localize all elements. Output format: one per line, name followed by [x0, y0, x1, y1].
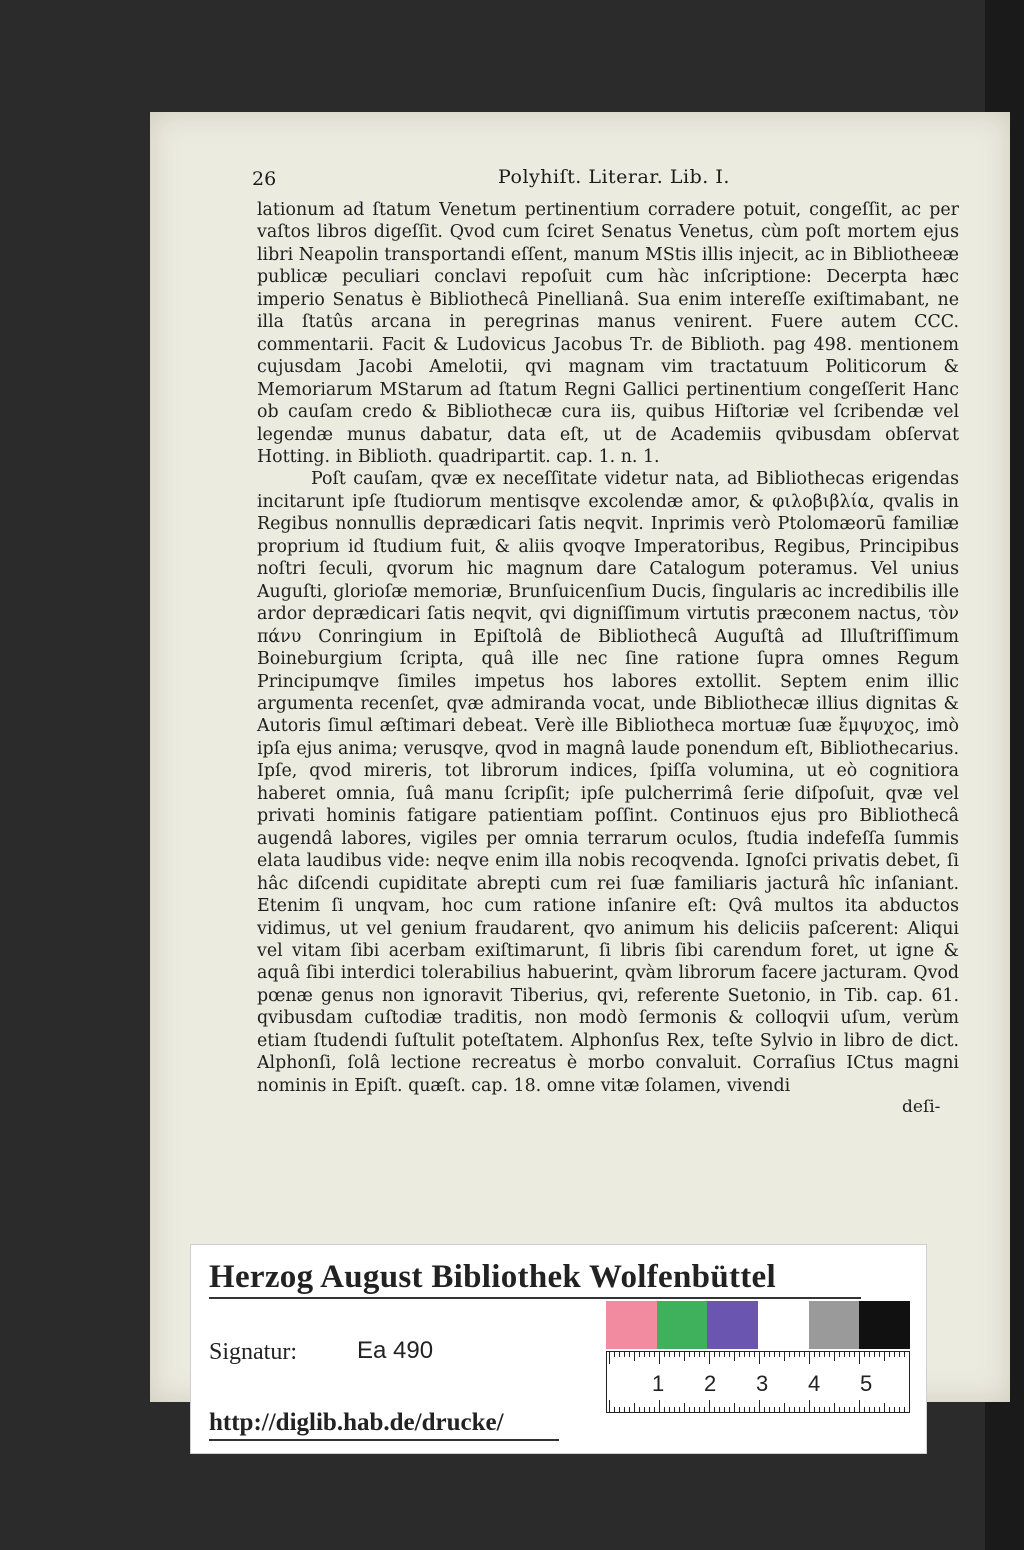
ruler-tick	[634, 1403, 635, 1412]
swatch-purple	[707, 1301, 758, 1349]
ruler-tick	[764, 1407, 765, 1412]
ruler-tick	[689, 1407, 690, 1412]
ruler-tick	[864, 1352, 865, 1357]
ruler-tick	[734, 1352, 735, 1361]
ruler-tick	[854, 1407, 855, 1412]
ruler-tick	[644, 1407, 645, 1412]
ruler-tick	[754, 1352, 755, 1357]
ruler-tick	[834, 1403, 835, 1412]
ruler-tick	[874, 1352, 875, 1357]
swatch-black	[859, 1301, 910, 1349]
ruler-tick	[679, 1352, 680, 1357]
ruler-tick	[909, 1400, 910, 1412]
ruler-tick	[904, 1352, 905, 1357]
ruler-tick	[709, 1400, 710, 1412]
ruler-tick	[764, 1352, 765, 1357]
ruler-tick	[714, 1407, 715, 1412]
ruler-tick	[649, 1407, 650, 1412]
ruler-tick	[609, 1400, 610, 1412]
ruler-ticks-top	[607, 1352, 909, 1364]
ruler-tick	[689, 1352, 690, 1357]
ruler-number-2: 2	[704, 1371, 717, 1396]
page-header	[252, 166, 962, 196]
ruler-tick	[784, 1352, 785, 1361]
ruler-tick	[639, 1407, 640, 1412]
ruler-tick	[674, 1352, 675, 1357]
ruler-tick	[829, 1407, 830, 1412]
ruler-tick	[759, 1352, 760, 1364]
ruler-tick	[669, 1352, 670, 1357]
ruler-tick	[869, 1407, 870, 1412]
ruler-tick	[639, 1352, 640, 1357]
signatur-label: Signatur:	[209, 1339, 297, 1365]
ruler-tick	[899, 1407, 900, 1412]
ruler-tick	[824, 1407, 825, 1412]
ruler-tick	[869, 1352, 870, 1357]
ruler-tick	[814, 1407, 815, 1412]
ruler-number-1: 1	[652, 1371, 665, 1396]
ruler-tick	[804, 1352, 805, 1357]
ruler-tick	[769, 1352, 770, 1357]
ruler-tick	[794, 1407, 795, 1412]
ruler-tick	[889, 1407, 890, 1412]
ruler-tick	[909, 1352, 910, 1364]
ruler-tick	[754, 1407, 755, 1412]
ruler-tick	[899, 1352, 900, 1357]
ruler-tick	[674, 1407, 675, 1412]
ruler-tick	[809, 1352, 810, 1364]
paragraph-1: lationum ad ſtatum Venetum pertinentium corradere potuit, congeſſit, ac per vaſtos libros digeſſit. Qvod cum ſciret Senatus Venetus, cùm poſt mortem ejus libri Neapolin transportandi eſſent, manum MStis illis injecit, ac in Bibliotheeæ publicæ peculiari conclavi repoſuit cum hàc inſcriptione: Decerpta hæc imperio Senatus è Bibliothecâ Pinellianâ. Sua enim intereſſe exiſtimabant, ne illa ſtatûs arcana in peregrinas manus venirent. Fuere autem CCC. commentarii. Facit & Ludovicus Jacobus Tr. de Biblioth. pag 498. mentionem cujusdam Jacobi Amelotii, qvi magnam vim tractatuum Politicorum & Memoriarum MStarum ad ſtatum Regni Gallici pertinentium congeſſerit Hanc ob cauſam credo & Bibliothecæ cura iis, quibus Hiſtoriæ vel ſcribendæ vel legendæ munus dabatur, data eſt, ut de Academiis qvibusdam obſervat Hotting. in Biblioth. quadripartit. cap. 1. n. 1.	[257, 200, 959, 467]
ruler-tick	[819, 1352, 820, 1357]
ruler-tick	[694, 1407, 695, 1412]
ruler-tick	[879, 1407, 880, 1412]
running-head: Polyhiſt. Literar. Lib. I.	[498, 166, 730, 188]
ruler-tick	[834, 1352, 835, 1361]
ruler-tick	[684, 1352, 685, 1361]
ruler-tick	[729, 1352, 730, 1357]
ruler-tick	[794, 1352, 795, 1357]
ruler-tick	[724, 1407, 725, 1412]
ruler-tick	[704, 1352, 705, 1357]
ruler-tick	[859, 1400, 860, 1412]
ruler-tick	[614, 1352, 615, 1357]
ruler-tick	[904, 1407, 905, 1412]
ruler-tick	[859, 1352, 860, 1364]
ruler-tick	[619, 1352, 620, 1357]
ruler-tick	[884, 1352, 885, 1361]
ruler-tick	[739, 1352, 740, 1357]
ruler-tick	[739, 1407, 740, 1412]
ruler-tick	[769, 1407, 770, 1412]
ruler-tick	[774, 1352, 775, 1357]
library-url: http://diglib.hab.de/drucke/	[209, 1409, 504, 1436]
ruler-tick	[804, 1407, 805, 1412]
catchword: deſi-	[902, 1097, 941, 1117]
swatch-gray	[809, 1301, 860, 1349]
ruler-tick	[624, 1407, 625, 1412]
ruler-tick	[744, 1352, 745, 1357]
ruler-tick	[684, 1403, 685, 1412]
ruler-tick	[749, 1407, 750, 1412]
library-name: Herzog August Bibliothek Wolfenbüttel	[209, 1259, 776, 1295]
swatch-green	[657, 1301, 708, 1349]
ruler-tick	[879, 1352, 880, 1357]
ruler-tick	[729, 1407, 730, 1412]
ruler-tick	[649, 1352, 650, 1357]
ruler-tick	[709, 1352, 710, 1364]
ruler-tick	[849, 1407, 850, 1412]
url-underline	[209, 1439, 559, 1441]
ruler-tick	[699, 1352, 700, 1357]
ruler-tick	[664, 1352, 665, 1357]
ruler-tick	[644, 1352, 645, 1357]
ruler-tick	[819, 1407, 820, 1412]
ruler-tick	[719, 1352, 720, 1357]
ruler-tick	[659, 1400, 660, 1412]
ruler-ticks-bottom	[607, 1400, 909, 1412]
ruler-tick	[894, 1352, 895, 1357]
ruler-tick	[789, 1352, 790, 1357]
ruler-tick	[824, 1352, 825, 1357]
ruler-tick	[654, 1352, 655, 1357]
swatch-white	[758, 1301, 809, 1349]
ruler-tick	[634, 1352, 635, 1361]
ruler-tick	[664, 1407, 665, 1412]
ruler-tick	[679, 1407, 680, 1412]
ruler-tick	[624, 1352, 625, 1357]
ruler-tick	[629, 1352, 630, 1357]
ruler-tick	[619, 1407, 620, 1412]
ruler-tick	[744, 1407, 745, 1412]
ruler-tick	[864, 1407, 865, 1412]
paragraph-2: Poſt cauſam, qvæ ex neceſſitate videtur nata, ad Bibliothecas erigendas incitarunt ipſe ſtudiorum mentisqve excolendæ amor, & φιλοβιβλία, qvalis in Regibus nonnullis deprædicari ſatis neqvit. Inprimis verò Ptolomæorū familiæ proprium id ſtudium fuit, & aliis qvoqve Imperatoribus, Regibus, Principibus noſtri ſeculi, qvorum hic magnum dare Catalogum poteramus. Vel unius Auguſti, glorioſæ memoriæ, Brunſuicenſium Ducis, ſingularis ac incredibilis ille ardor deprædicari ſatis neqvit, qvi digniſſimum virtutis præconem nactus, τὸν πάνυ Conringium in Epiſtolâ de Bibliothecâ Auguſtâ ad Illuſtriſſimum Boineburgium ſcripta, quâ ille nec ſine ratione ſupra omnes Regum Principumqve ſimiles impetus hos labores extollit. Septem enim illic argumenta recenſet, qvæ admiranda vocat, unde Bibliothecæ illius dignitas & Autoris ſimul æſtimari debeat. Verè ille Bibliotheca mortuæ ſuæ ἔμψυχος, imò ipſa ejus anima; verusqve, qvod in magnâ laude ponendum eſt, Bibliothecarius. Ipſe, qvod mireris, tot librorum indices, ſpiſſa volumina, ut eò cognitiora haberet omnia, ſuâ manu ſcripſit; ipſe pulcherrimâ ſerie diſpoſuit, qvæ vel privati hominis fatigare patientiam poſſint. Continuos ejus pro Bibliothecâ augendâ labores, vigiles per omnia terrarum oculos, ſtudia indefeſſa ſummis elata laudibus vide: neqve enim illa nobis recoqvenda. Ignoſci privatis debet, ſi hâc diſcendi cupiditate abrepti cum rei ſuæ familiaris jacturâ hîc inſaniant. Etenim ſi unqvam, hoc cum ratione inſanire eſt: Qvâ multos ita abductos vidimus, ut vel genium fraudarent, qvo animum his deliciis paſcerent: Aliqui vel vitam ſibi acerbam exiſtimarunt, ſi libris ſibi carendum foret, ut igne & aquâ ſibi interdici tolerabilius habuerint, qvàm librorum facere jacturam. Qvod pœnæ genus non ignoravit Tiberius, qvi, referente Suetonio, in Tib. cap. 61. qvibusdam cuſtodiæ traditis, non modò ſermonis & colloqvii uſum, verùm etiam ſtudendi ſuſtulit poteſtatem. Alphonſus Rex, teſte Sylvio in libro de dict. Alphonſi, ſolâ lectione recreatus è morbo convaluit. Corraſius ICtus magni nominis in Epiſt. quæſt. cap. 18. omne vitæ ſolamen, vivendi	[257, 469, 959, 1096]
ruler-tick	[809, 1400, 810, 1412]
ruler-tick	[609, 1352, 610, 1364]
ruler-number-4: 4	[808, 1371, 821, 1396]
ruler-tick	[749, 1352, 750, 1357]
ruler-tick	[669, 1407, 670, 1412]
ruler-tick	[799, 1407, 800, 1412]
ruler-tick	[814, 1352, 815, 1357]
color-calibration-swatches	[606, 1301, 910, 1349]
ruler-tick	[654, 1407, 655, 1412]
swatch-pink	[606, 1301, 657, 1349]
ruler-tick	[844, 1407, 845, 1412]
ruler-tick	[759, 1400, 760, 1412]
ruler-tick	[839, 1352, 840, 1357]
ruler-number-5: 5	[860, 1371, 873, 1396]
ruler-tick	[719, 1407, 720, 1412]
ruler-tick	[799, 1352, 800, 1357]
library-name-underline	[209, 1297, 861, 1299]
ruler-tick	[699, 1407, 700, 1412]
ruler-tick	[884, 1403, 885, 1412]
ruler-tick	[659, 1352, 660, 1364]
ruler-tick	[704, 1407, 705, 1412]
ruler-tick	[694, 1352, 695, 1357]
ruler-tick	[614, 1407, 615, 1412]
ruler-tick	[724, 1352, 725, 1357]
ruler-tick	[874, 1407, 875, 1412]
ruler-number-3: 3	[756, 1371, 769, 1396]
ruler-tick	[629, 1407, 630, 1412]
body-text	[257, 199, 959, 1097]
ruler-tick	[854, 1352, 855, 1357]
ruler-tick	[849, 1352, 850, 1357]
ruler-tick	[839, 1407, 840, 1412]
ruler-tick	[894, 1407, 895, 1412]
ruler-tick	[714, 1352, 715, 1357]
ruler-tick	[774, 1407, 775, 1412]
signatur-value: Ea 490	[357, 1337, 434, 1364]
ruler-tick	[889, 1352, 890, 1357]
scale-ruler	[606, 1351, 910, 1413]
ruler-tick	[779, 1352, 780, 1357]
ruler-tick	[784, 1403, 785, 1412]
ruler-tick	[829, 1352, 830, 1357]
ruler-tick	[779, 1407, 780, 1412]
library-label	[190, 1244, 927, 1454]
ruler-tick	[734, 1403, 735, 1412]
ruler-tick	[789, 1407, 790, 1412]
page-number: 26	[252, 168, 277, 190]
ruler-tick	[844, 1352, 845, 1357]
